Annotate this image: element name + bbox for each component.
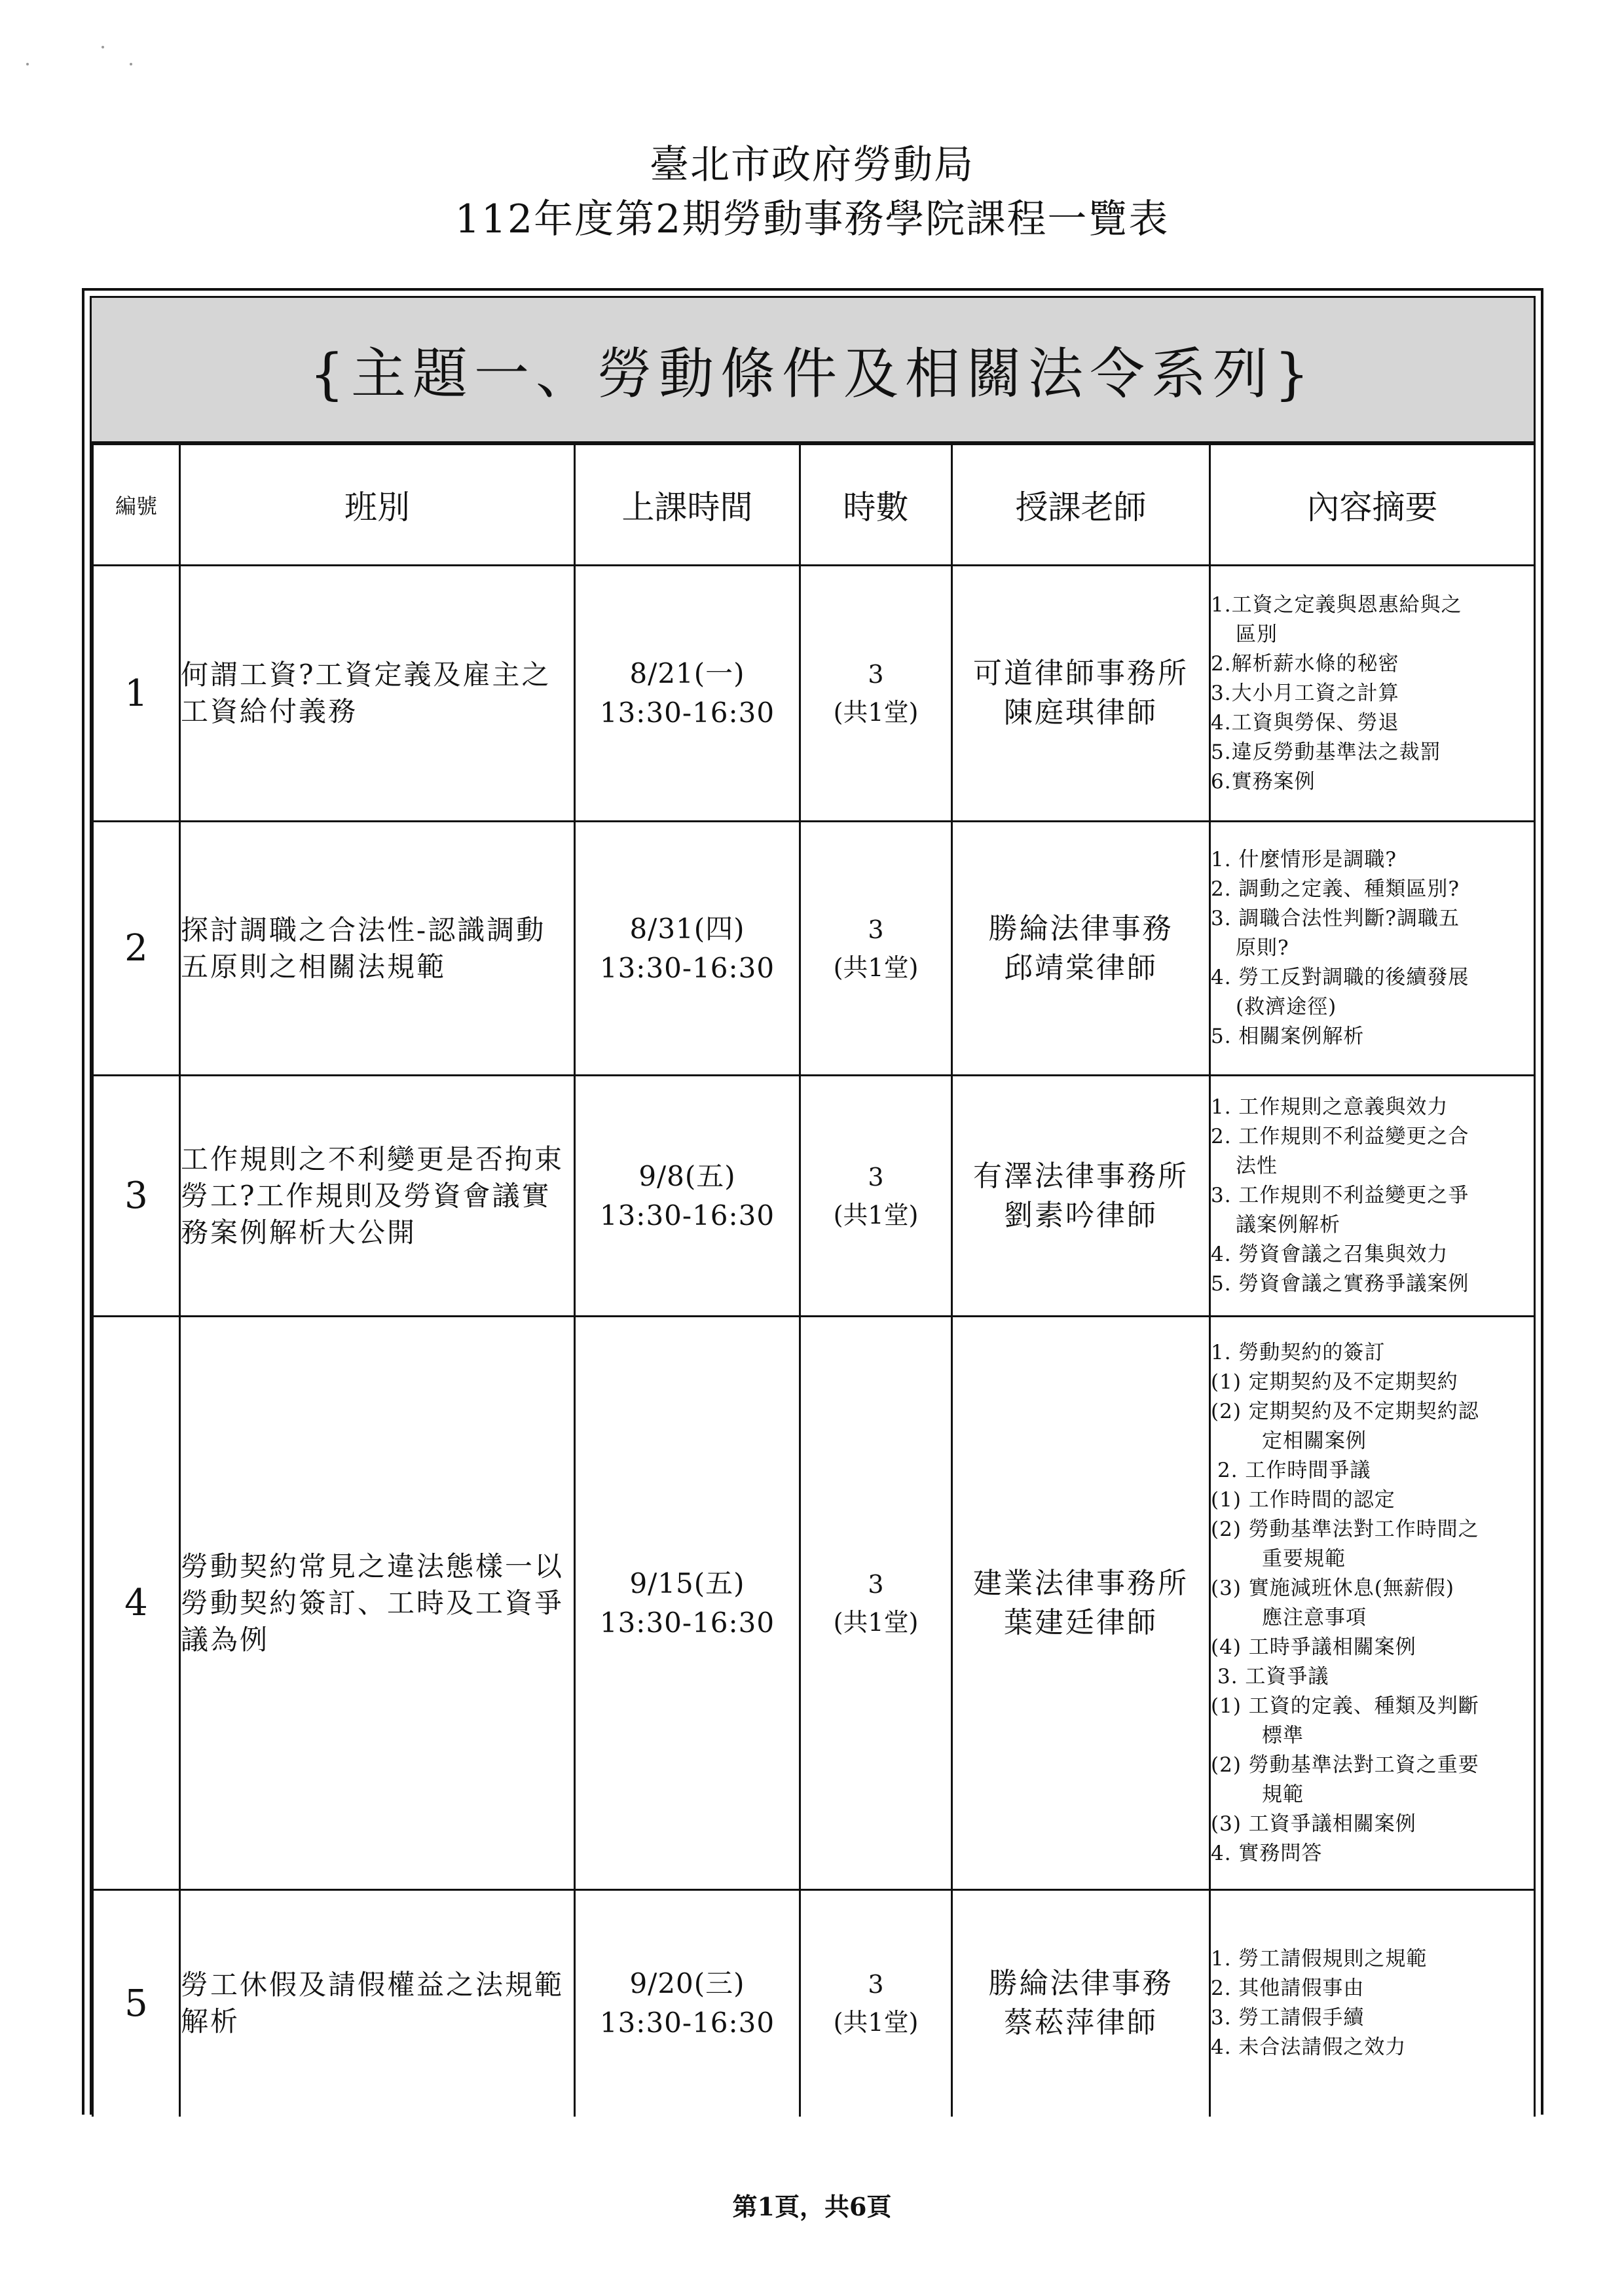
summary-line: 1. 勞動契約的簽訂 <box>1211 1340 1386 1364</box>
class-hours <box>800 1890 952 2117</box>
law-firm: 可道律師事務所 <box>973 657 1189 690</box>
header-summary: 內容摘要 <box>1210 445 1535 566</box>
summary-line: (1) 工資的定義、種類及判斷 <box>1211 1694 1479 1718</box>
content-summary <box>1210 1317 1535 1890</box>
table-header-row <box>93 445 1535 566</box>
table-row <box>93 1076 1535 1317</box>
hours-value: 3 <box>868 1569 884 1599</box>
law-firm: 勝綸法律事務 <box>988 911 1173 945</box>
law-firm: 有澤法律事務所 <box>973 1159 1189 1193</box>
summary-line: 議案例解析 <box>1236 1213 1340 1237</box>
lawyer-name: 邱靖棠律師 <box>1004 951 1158 985</box>
instructor <box>952 822 1210 1076</box>
summary-line: 5. 勞資會議之實務爭議案例 <box>1211 1272 1469 1296</box>
summary-line: 原則? <box>1236 936 1289 960</box>
class-schedule <box>575 1890 800 2117</box>
row-number: 3 <box>93 1076 180 1317</box>
class-name: 勞動契約常見之違法態樣一以勞動契約簽訂、工時及工資爭議為例 <box>180 1317 575 1890</box>
summary-line: 重要規範 <box>1262 1546 1346 1571</box>
summary-line: 1. 什麼情形是調職? <box>1211 848 1397 871</box>
class-name: 探討調職之合法性-認識調動五原則之相關法規範 <box>180 822 575 1076</box>
hours-value: 3 <box>868 1162 884 1192</box>
document-org: 臺北市政府勞動局 <box>650 142 974 188</box>
summary-line: 4. 勞工反對調職的後續發展 <box>1211 966 1469 989</box>
session-count: (共1堂) <box>833 1607 919 1637</box>
class-date: 8/31(四) <box>629 912 745 945</box>
row-number: 4 <box>93 1317 180 1890</box>
scan-speck <box>101 46 104 48</box>
summary-line: 2. 調動之定義、種類區別? <box>1211 877 1460 901</box>
class-time: 13:30-16:30 <box>599 1199 775 1231</box>
summary-line: 標準 <box>1262 1723 1304 1747</box>
scan-speck <box>26 63 29 65</box>
content-summary <box>1210 1076 1535 1317</box>
lawyer-name: 劉素吟律師 <box>1004 1198 1158 1232</box>
table-row <box>93 1890 1535 2117</box>
hours-value: 3 <box>868 1970 884 1999</box>
class-name: 工作規則之不利變更是否拘束勞工?工作規則及勞資會議實務案例解析大公開 <box>180 1076 575 1317</box>
summary-line: 5.違反勞動基準法之裁罰 <box>1211 740 1441 764</box>
class-date: 9/8(五) <box>638 1159 736 1192</box>
content-summary <box>1210 822 1535 1076</box>
class-name: 何謂工資?工資定義及雇主之工資給付義務 <box>180 566 575 822</box>
summary-line: (1) 定期契約及不定期契約 <box>1211 1370 1458 1394</box>
class-time: 13:30-16:30 <box>599 1606 775 1639</box>
row-number: 5 <box>93 1890 180 2117</box>
class-date: 8/21(一) <box>629 657 745 689</box>
scan-speck <box>130 63 132 65</box>
header-class: 班別 <box>180 445 575 566</box>
course-table-body <box>93 566 1535 2117</box>
summary-line: 3. 工資爭議 <box>1217 1664 1329 1688</box>
document-title: 112年度第2期勞動事務學院課程一覽表 <box>454 196 1170 242</box>
summary-line: 3. 勞工請假手續 <box>1211 2006 1365 2030</box>
summary-line: 1.工資之定義與恩惠給與之 <box>1211 592 1462 617</box>
summary-line: 3. 調職合法性判斷?調職五 <box>1211 907 1460 930</box>
summary-line: 法性 <box>1236 1154 1278 1178</box>
session-count: (共1堂) <box>833 953 919 982</box>
lawyer-name: 葉建廷律師 <box>1004 1605 1158 1639</box>
summary-line: 定相關案例 <box>1262 1429 1367 1453</box>
summary-line: 2. 工作規則不利益變更之合 <box>1211 1125 1469 1148</box>
course-table <box>92 443 1536 2117</box>
summary-line: 1. 勞工請假規則之規範 <box>1211 1947 1428 1971</box>
summary-line: 2. 工作時間爭議 <box>1217 1458 1371 1482</box>
summary-line: 4. 勞資會議之召集與效力 <box>1211 1243 1449 1266</box>
class-schedule <box>575 1076 800 1317</box>
law-firm: 勝綸法律事務 <box>988 1967 1173 2001</box>
table-row <box>93 566 1535 822</box>
summary-line: 2.解析薪水條的秘密 <box>1211 651 1399 676</box>
header-no: 編號 <box>93 445 180 566</box>
summary-line: 6.實務案例 <box>1211 769 1316 793</box>
summary-line: 3. 工作規則不利益變更之爭 <box>1211 1184 1469 1207</box>
summary-line: 4. 未合法請假之效力 <box>1211 2035 1407 2060</box>
class-time: 13:30-16:30 <box>599 951 775 984</box>
content-summary <box>1210 1890 1535 2117</box>
row-number: 2 <box>93 822 180 1076</box>
class-name: 勞工休假及請假權益之法規範解析 <box>180 1890 575 2117</box>
page-number: 第1頁，共6頁 <box>732 2192 892 2221</box>
summary-line: (2) 定期契約及不定期契約認 <box>1211 1399 1479 1423</box>
summary-line: 5. 相關案例解析 <box>1211 1025 1365 1048</box>
class-time: 13:30-16:30 <box>599 697 775 729</box>
summary-line: (2) 勞動基準法對工資之重要 <box>1211 1753 1479 1777</box>
summary-line: (3) 實施減班休息(無薪假) <box>1211 1576 1454 1600</box>
instructor <box>952 1076 1210 1317</box>
class-hours <box>800 1076 952 1317</box>
summary-line: (4) 工時爭議相關案例 <box>1211 1635 1416 1659</box>
session-count: (共1堂) <box>833 2008 919 2037</box>
class-schedule <box>575 566 800 822</box>
lawyer-name: 蔡菘萍律師 <box>1004 2006 1158 2040</box>
class-hours <box>800 566 952 822</box>
summary-line: 規範 <box>1262 1782 1304 1806</box>
instructor <box>952 1890 1210 2117</box>
hours-value: 3 <box>868 915 884 944</box>
class-time: 13:30-16:30 <box>599 2007 775 2039</box>
header-hours: 時數 <box>800 445 952 566</box>
summary-line: (2) 勞動基準法對工作時間之 <box>1211 1517 1479 1541</box>
summary-line: 4.工資與勞保、勞退 <box>1211 710 1399 735</box>
class-hours <box>800 822 952 1076</box>
theme-heading: {主題一、勞動條件及相關法令系列} <box>92 298 1534 443</box>
lawyer-name: 陳庭琪律師 <box>1004 696 1158 729</box>
law-firm: 建業法律事務所 <box>973 1566 1189 1600</box>
summary-line: 區別 <box>1236 622 1278 646</box>
hours-value: 3 <box>868 660 884 689</box>
class-hours <box>800 1317 952 1890</box>
class-date: 9/15(五) <box>629 1567 745 1599</box>
summary-line: 應注意事項 <box>1262 1605 1367 1630</box>
content-summary <box>1210 566 1535 822</box>
class-date: 9/20(三) <box>629 1967 745 2000</box>
summary-line: (1) 工作時間的認定 <box>1211 1487 1395 1512</box>
summary-line: (3) 工資爭議相關案例 <box>1211 1812 1416 1836</box>
instructor <box>952 1317 1210 1890</box>
row-number: 1 <box>93 566 180 822</box>
table-row <box>93 1317 1535 1890</box>
session-count: (共1堂) <box>833 698 919 727</box>
summary-line: 3.大小月工資之計算 <box>1211 681 1399 705</box>
header-time: 上課時間 <box>575 445 800 566</box>
session-count: (共1堂) <box>833 1200 919 1230</box>
summary-line: (救濟途徑) <box>1236 995 1337 1019</box>
summary-line: 4. 實務問答 <box>1211 1841 1323 1865</box>
summary-line: 1. 工作規則之意義與效力 <box>1211 1095 1449 1119</box>
header-teacher: 授課老師 <box>952 445 1210 566</box>
summary-line: 2. 其他請假事由 <box>1211 1977 1365 2001</box>
table-row <box>93 822 1535 1076</box>
instructor <box>952 566 1210 822</box>
class-schedule <box>575 1317 800 1890</box>
class-schedule <box>575 822 800 1076</box>
